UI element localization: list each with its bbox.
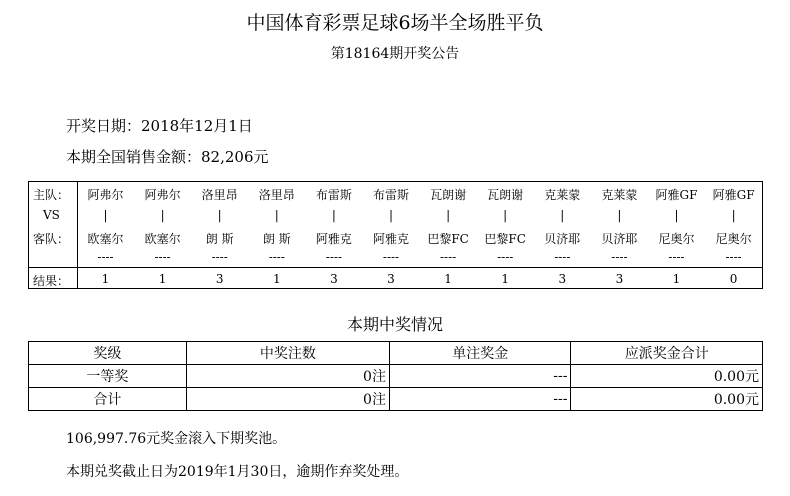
vs-separator: | xyxy=(731,208,736,222)
prize-header-row xyxy=(29,342,763,365)
match-column xyxy=(534,182,591,288)
vs-separator: | xyxy=(560,208,565,222)
match-column xyxy=(363,182,420,288)
rollover-note: 106,997.76元奖金滚入下期奖池。 xyxy=(66,431,287,447)
cell-level: 合计 xyxy=(29,388,187,411)
match-result: 1 xyxy=(101,272,110,286)
match-column xyxy=(420,182,477,288)
vs-separator: | xyxy=(217,208,222,222)
issue-subtitle: 第18164期开奖公告 xyxy=(330,46,460,62)
match-result: 3 xyxy=(558,272,567,286)
dash-line: ---- xyxy=(268,250,285,264)
vs-separator: | xyxy=(274,208,279,222)
away-team: 巴黎FC xyxy=(427,232,469,246)
match-result: 0 xyxy=(729,272,738,286)
vs-separator: | xyxy=(617,208,622,222)
match-result: 3 xyxy=(330,272,338,286)
dash-line: ---- xyxy=(668,250,685,264)
cell-level: 一等奖 xyxy=(29,365,187,388)
home-team: 瓦朗谢 xyxy=(430,188,467,202)
cell-single: --- xyxy=(389,388,570,411)
cell-total: 0.00元 xyxy=(571,388,763,411)
match-column xyxy=(248,182,305,288)
home-team: 阿雅GF xyxy=(655,188,698,202)
vs-separator: | xyxy=(103,208,108,222)
dash-line: ---- xyxy=(154,250,171,264)
deadline-note: 本期兑奖截止日为2019年1月30日，逾期作弃奖处理。 xyxy=(66,464,409,480)
home-team: 瓦朗谢 xyxy=(487,188,524,202)
away-team: 欧塞尔 xyxy=(144,232,181,246)
header-count: 中奖注数 xyxy=(186,342,389,365)
result-label: 结果： xyxy=(33,274,70,288)
match-column xyxy=(305,182,362,288)
match-column xyxy=(705,182,762,288)
match-result: 3 xyxy=(615,272,624,286)
match-column xyxy=(191,182,248,288)
home-team: 洛里昂 xyxy=(201,188,238,202)
match-column xyxy=(477,182,534,288)
away-team: 朗 斯 xyxy=(262,232,291,246)
dash-line: ---- xyxy=(439,250,457,264)
match-result: 1 xyxy=(444,272,452,286)
away-team: 阿雅克 xyxy=(315,232,352,246)
dash-line: ---- xyxy=(382,250,400,264)
away-team: 尼奥尔 xyxy=(715,232,752,246)
match-result: 3 xyxy=(387,272,395,286)
home-team: 克莱蒙 xyxy=(544,188,581,202)
cell-single: --- xyxy=(389,365,570,388)
home-team: 布雷斯 xyxy=(315,188,352,202)
match-result: 1 xyxy=(501,272,509,286)
cell-count: 0注 xyxy=(186,388,389,411)
header-total: 应派奖金合计 xyxy=(571,342,763,365)
away-label: 客队： xyxy=(33,232,70,246)
dash-line: ---- xyxy=(725,250,742,264)
away-team: 巴黎FC xyxy=(484,232,526,246)
vs-separator: | xyxy=(160,208,165,222)
vs-separator: | xyxy=(674,208,679,222)
away-team: 尼奥尔 xyxy=(658,232,695,246)
dash-line: ---- xyxy=(97,250,114,264)
cell-count: 0注 xyxy=(186,365,389,388)
match-column xyxy=(648,182,705,288)
match-result: 1 xyxy=(158,272,167,286)
home-team: 阿弗尔 xyxy=(144,188,181,202)
home-team: 洛里昂 xyxy=(258,188,295,202)
row-labels xyxy=(29,182,78,288)
away-team: 朗 斯 xyxy=(205,232,234,246)
vs-separator: | xyxy=(331,208,336,222)
prize-section-title: 本期中奖情况 xyxy=(346,315,443,334)
table-row xyxy=(29,365,763,388)
match-columns xyxy=(77,182,762,288)
draw-date: 开奖日期：2018年12月1日 xyxy=(66,117,253,135)
match-column xyxy=(591,182,648,288)
match-column xyxy=(77,182,134,288)
match-column xyxy=(134,182,191,288)
vs-separator: | xyxy=(388,208,394,222)
dash-line: ---- xyxy=(497,250,514,264)
away-team: 阿雅克 xyxy=(372,232,409,246)
dash-line: ---- xyxy=(325,250,342,264)
home-team: 阿弗尔 xyxy=(87,188,124,202)
dash-line: ---- xyxy=(611,250,628,264)
header-level: 奖级 xyxy=(29,342,187,365)
match-grid xyxy=(28,181,763,289)
match-result: 3 xyxy=(215,272,224,286)
match-result: 1 xyxy=(672,272,681,286)
dash-line: ---- xyxy=(211,250,228,264)
cell-total: 0.00元 xyxy=(571,365,763,388)
result-divider xyxy=(29,267,762,268)
header-single: 单注奖金 xyxy=(389,342,570,365)
page-title: 中国体育彩票足球6场半全场胜平负 xyxy=(246,12,544,34)
prize-table xyxy=(28,341,763,411)
vs-separator: | xyxy=(503,208,508,222)
home-team: 布雷斯 xyxy=(372,188,409,202)
table-row xyxy=(29,388,763,411)
home-label: 主队： xyxy=(33,188,70,202)
away-team: 贝济耶 xyxy=(601,232,638,246)
vs-separator: | xyxy=(446,208,451,222)
match-result: 1 xyxy=(272,272,281,286)
away-team: 贝济耶 xyxy=(544,232,581,246)
vs-label: VS xyxy=(43,208,60,222)
home-team: 克莱蒙 xyxy=(601,188,638,202)
home-team: 阿雅GF xyxy=(712,188,755,202)
away-team: 欧塞尔 xyxy=(87,232,124,246)
dash-line: ---- xyxy=(554,250,571,264)
sales-amount: 本期全国销售金额：82,206元 xyxy=(66,148,269,166)
